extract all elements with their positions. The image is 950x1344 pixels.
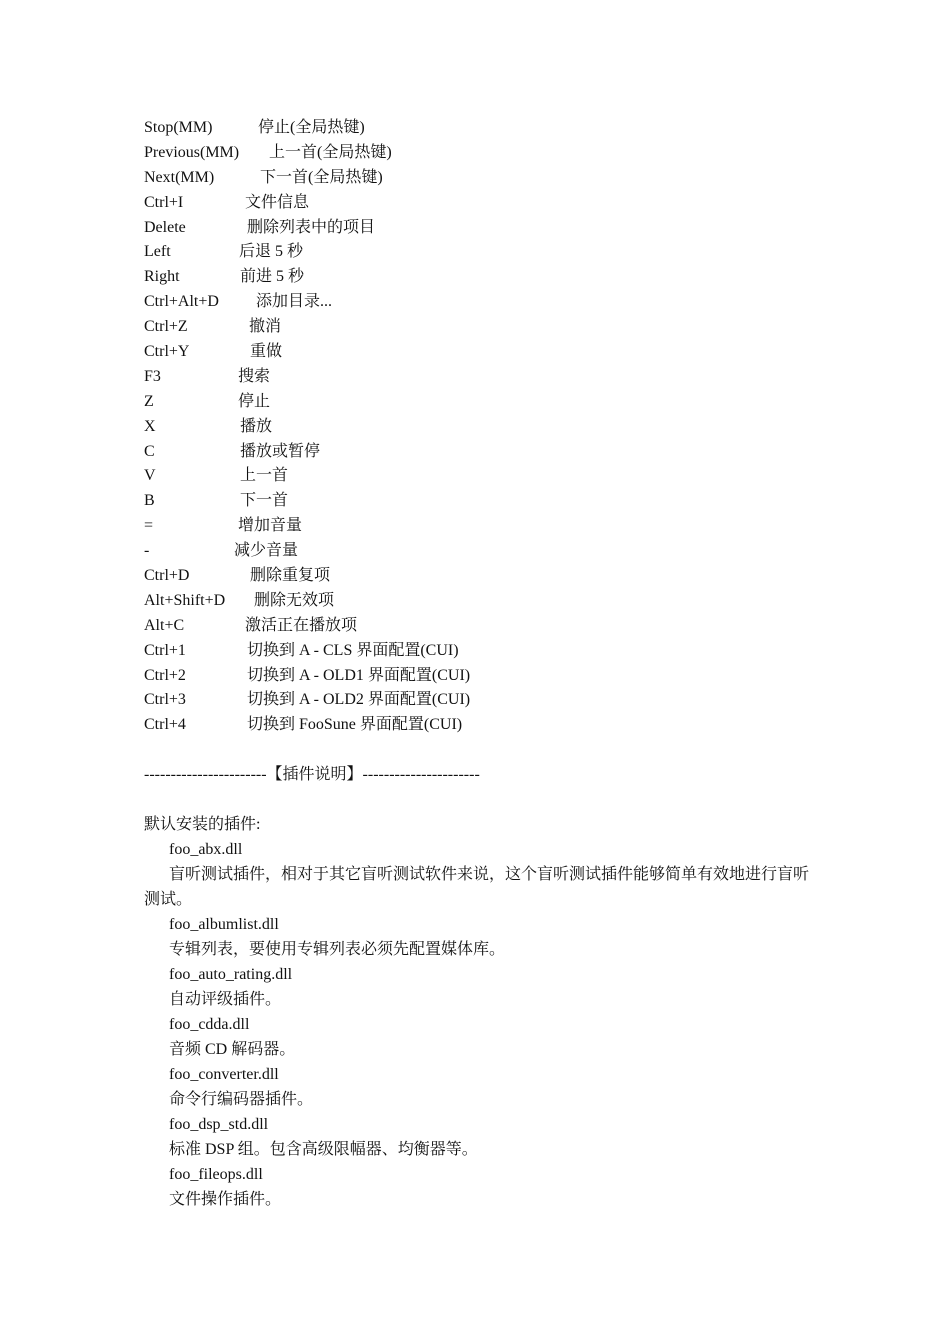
shortcut-key: Left [144,243,171,261]
shortcut-desc: 删除无效项 [254,591,335,609]
shortcut-key: Ctrl+Z [144,318,188,336]
shortcut-desc: 播放 [240,417,273,435]
shortcut-key: C [144,442,155,460]
shortcut-desc: 删除列表中的项目 [247,218,376,236]
shortcut-key: Stop(MM) [144,119,213,136]
shortcut-key: X [144,417,156,435]
shortcut-row [144,240,844,265]
shortcut-row [144,315,844,340]
shortcut-desc: 删除重复项 [250,567,331,585]
shortcut-key: Ctrl+2 [144,666,186,684]
shortcut-desc: 上一首(全局热键) [269,143,392,161]
shortcut-desc: 停止 [238,392,271,410]
shortcut-row [144,141,844,166]
shortcut-desc: 减少音量 [234,542,299,560]
shortcut-row [144,191,844,216]
shortcut-row [144,166,844,191]
shortcut-key: Delete [144,218,186,236]
shortcut-row [144,713,844,738]
shortcut-key: Ctrl+4 [144,716,186,734]
shortcut-row [144,589,844,614]
plugin-name: foo_abx.dll [169,841,243,858]
shortcut-key: Ctrl+I [144,193,184,211]
shortcut-key: Ctrl+3 [144,691,186,709]
plugin-desc: 命令行编码器插件。 [169,1091,314,1108]
shortcut-key: F3 [144,367,161,385]
shortcut-key: Next(MM) [144,168,215,186]
plugin-desc: 自动评级插件。 [169,991,282,1008]
shortcut-desc: 后退 5 秒 [239,243,304,261]
shortcut-desc: 切换到 A - OLD2 界面配置(CUI) [247,691,471,709]
shortcut-row [144,116,844,141]
shortcut-row [144,340,844,365]
section-divider: -----------------------【插件说明】---------------------- [144,766,480,783]
shortcut-row [144,514,844,539]
shortcut-key: Previous(MM) [144,143,240,161]
plugin-name: foo_auto_rating.dll [169,966,293,983]
shortcut-desc: 撤消 [249,318,282,336]
shortcut-row [144,564,844,589]
shortcut-key: Ctrl+Y [144,343,190,361]
shortcut-key: Ctrl+D [144,567,190,585]
shortcut-desc: 上一首 [240,467,289,485]
shortcut-desc: 下一首(全局热键) [260,168,383,186]
plugin-name: foo_fileops.dll [169,1166,263,1183]
shortcut-desc: 前进 5 秒 [240,268,305,286]
shortcut-key: Alt+C [144,616,185,634]
plugin-name: foo_albumlist.dll [169,916,279,933]
plugin-name: foo_dsp_std.dll [169,1116,269,1133]
shortcut-desc: 切换到 A - CLS 界面配置(CUI) [247,641,459,659]
plugin-desc: 音频 CD 解码器。 [169,1041,296,1058]
shortcut-row [144,440,844,465]
shortcut-desc: 切换到 FooSune 界面配置(CUI) [247,716,463,734]
shortcut-row [144,216,844,241]
shortcut-row [144,265,844,290]
shortcut-key: Z [144,392,154,410]
shortcut-desc: 下一首 [240,492,289,510]
shortcut-row [144,489,844,514]
shortcut-desc: 激活正在播放项 [245,616,358,634]
shortcut-key: Ctrl+Alt+D [144,293,219,311]
shortcut-key: Alt+Shift+D [144,591,226,609]
shortcut-row [144,614,844,639]
shortcut-key: B [144,492,155,510]
shortcut-row [144,664,844,689]
shortcut-key: Ctrl+1 [144,641,186,659]
plugin-heading: 默认安装的插件: [144,816,261,833]
shortcut-row [144,688,844,713]
plugin-desc: 标准 DSP 组。包含高级限幅器、均衡器等。 [169,1141,478,1158]
shortcut-key: V [144,467,156,485]
shortcut-row [144,539,844,564]
shortcut-key: Right [144,268,180,286]
shortcut-row [144,464,844,489]
plugin-desc: 盲听测试插件，相对于其它盲听测试软件来说，这个盲听测试插件能够简单有效地进行盲听测试。 [144,866,810,908]
shortcut-row [144,365,844,390]
shortcut-desc: 重做 [250,343,283,361]
shortcut-desc: 停止(全局热键) [258,119,365,136]
shortcut-row [144,415,844,440]
shortcut-row [144,290,844,315]
plugin-name: foo_converter.dll [169,1066,279,1083]
plugin-desc: 文件操作插件。 [169,1191,282,1208]
shortcut-desc: 切换到 A - OLD1 界面配置(CUI) [247,666,471,684]
shortcut-desc: 搜索 [238,367,271,385]
shortcut-row [144,390,844,415]
shortcut-key: = [144,517,154,535]
plugin-name: foo_cdda.dll [169,1016,250,1033]
plugin-desc: 专辑列表，要使用专辑列表必须先配置媒体库。 [169,941,506,958]
shortcut-desc: 添加目录... [256,293,333,311]
plugin-section [144,812,814,1212]
shortcut-key: - [144,542,150,560]
shortcut-row [144,639,844,664]
shortcut-desc: 文件信息 [245,193,310,211]
shortcut-desc: 增加音量 [238,517,303,535]
shortcut-list [144,116,844,738]
shortcut-desc: 播放或暂停 [240,442,321,460]
